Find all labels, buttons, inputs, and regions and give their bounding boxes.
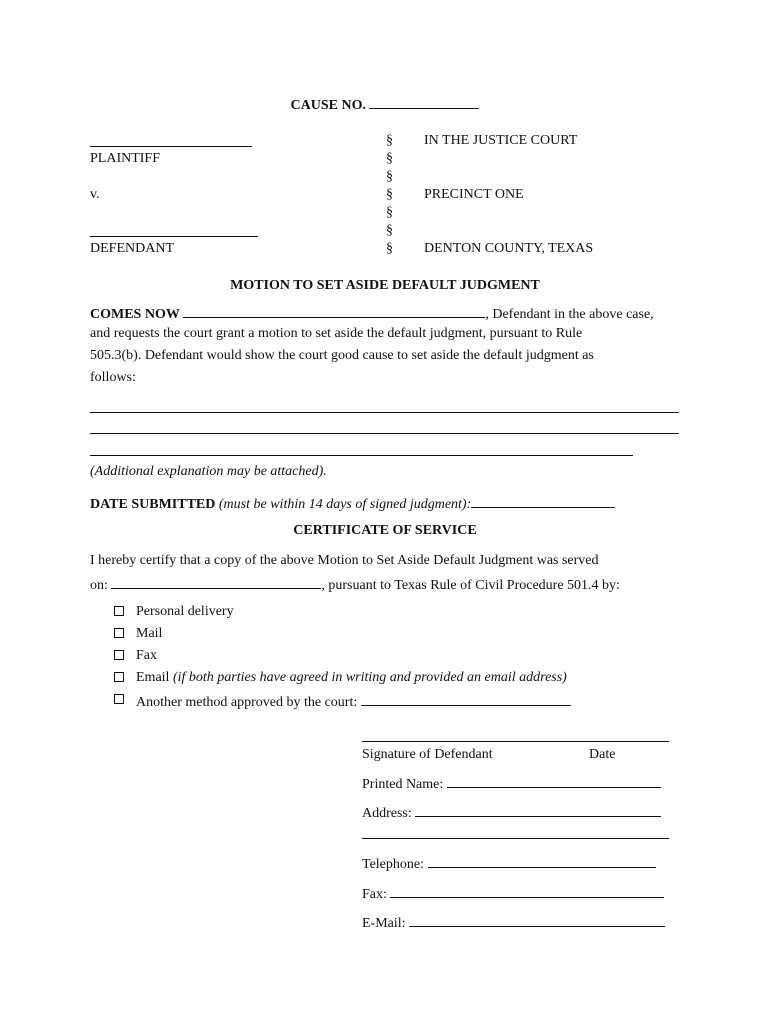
- address-label: Address:: [362, 806, 412, 821]
- signature-date-label: Date: [589, 747, 616, 762]
- explanation-line[interactable]: [90, 455, 633, 456]
- versus-label: v.: [90, 187, 100, 202]
- section-symbol: §: [386, 205, 393, 220]
- comes-now-label: COMES NOW: [90, 307, 180, 322]
- email-field[interactable]: [409, 912, 665, 927]
- telephone-field[interactable]: [428, 853, 656, 868]
- option-other-line: [136, 691, 571, 712]
- address-field-line2[interactable]: [362, 838, 669, 839]
- option-other: Another method approved by the court:: [136, 695, 358, 710]
- fax-checkbox[interactable]: [114, 650, 124, 660]
- section-symbol: §: [386, 223, 393, 238]
- fax-line: [362, 883, 664, 904]
- option-email-line: [136, 669, 567, 687]
- fax-label: Fax:: [362, 887, 387, 902]
- section-symbol: §: [386, 169, 393, 184]
- cause-no-field[interactable]: [369, 94, 479, 109]
- cause-number-line: [0, 94, 770, 115]
- certificate-on-line: [90, 574, 620, 595]
- explanation-line[interactable]: [90, 412, 679, 413]
- printed-name-line: [362, 773, 661, 794]
- comes-now-tail: , Defendant in the above case,: [485, 307, 654, 322]
- court-name: IN THE JUSTICE COURT: [424, 133, 578, 148]
- signature-line[interactable]: [362, 741, 669, 742]
- certificate-body-tail: , pursuant to Texas Rule of Civil Procedure 501.4 by:: [321, 578, 620, 593]
- mail-checkbox[interactable]: [114, 628, 124, 638]
- court-precinct: PRECINCT ONE: [424, 187, 524, 202]
- certificate-body-line: I hereby certify that a copy of the above Motion to Set Aside Default Judgment was served: [90, 553, 599, 568]
- option-mail: Mail: [136, 626, 163, 641]
- option-fax: Fax: [136, 648, 157, 663]
- plaintiff-label: PLAINTIFF: [90, 151, 161, 166]
- email-checkbox[interactable]: [114, 672, 124, 682]
- printed-name-label: Printed Name:: [362, 777, 444, 792]
- service-date-field[interactable]: [111, 574, 321, 589]
- additional-explanation-note: (Additional explanation may be attached).: [90, 464, 327, 479]
- on-label: on:: [90, 578, 108, 593]
- plaintiff-name-field[interactable]: [90, 146, 252, 147]
- personal-delivery-checkbox[interactable]: [114, 606, 124, 616]
- address-field[interactable]: [415, 802, 661, 817]
- motion-body-line: follows:: [90, 370, 136, 385]
- certificate-title: CERTIFICATE OF SERVICE: [293, 523, 477, 538]
- telephone-line: [362, 853, 656, 874]
- motion-title: MOTION TO SET ASIDE DEFAULT JUDGMENT: [230, 278, 540, 293]
- signature-label: Signature of Defendant: [362, 747, 493, 762]
- option-email: Email: [136, 670, 170, 685]
- fax-field[interactable]: [390, 883, 664, 898]
- section-symbol: §: [386, 151, 393, 166]
- other-method-field[interactable]: [361, 691, 571, 706]
- section-symbol: §: [386, 187, 393, 202]
- date-submitted-note: (must be within 14 days of signed judgment):: [218, 497, 472, 512]
- section-symbol: §: [386, 133, 393, 148]
- option-email-note: (if both parties have agreed in writing and provided an email address): [172, 670, 567, 685]
- address-line: [362, 802, 661, 823]
- cause-no-label: CAUSE NO.: [290, 98, 366, 113]
- court-county: DENTON COUNTY, TEXAS: [424, 241, 594, 256]
- date-submitted-line: [90, 493, 615, 514]
- motion-body-line: and requests the court grant a motion to set aside the default judgment, pursuant to Rule: [90, 326, 583, 341]
- telephone-label: Telephone:: [362, 857, 424, 872]
- defendant-name-input[interactable]: [183, 303, 485, 318]
- option-personal-delivery: Personal delivery: [136, 604, 234, 619]
- date-submitted-label: DATE SUBMITTED: [90, 497, 216, 512]
- email-line: [362, 912, 665, 933]
- other-method-checkbox[interactable]: [114, 694, 124, 704]
- defendant-name-field[interactable]: [90, 236, 258, 237]
- explanation-line[interactable]: [90, 433, 679, 434]
- motion-body-line: 505.3(b). Defendant would show the court good cause to set aside the default judgment as: [90, 348, 594, 363]
- comes-now-line: [90, 303, 654, 324]
- defendant-label: DEFENDANT: [90, 241, 174, 256]
- email-label: E-Mail:: [362, 916, 406, 931]
- printed-name-field[interactable]: [447, 773, 661, 788]
- date-submitted-field[interactable]: [471, 493, 615, 508]
- section-symbol: §: [386, 241, 393, 256]
